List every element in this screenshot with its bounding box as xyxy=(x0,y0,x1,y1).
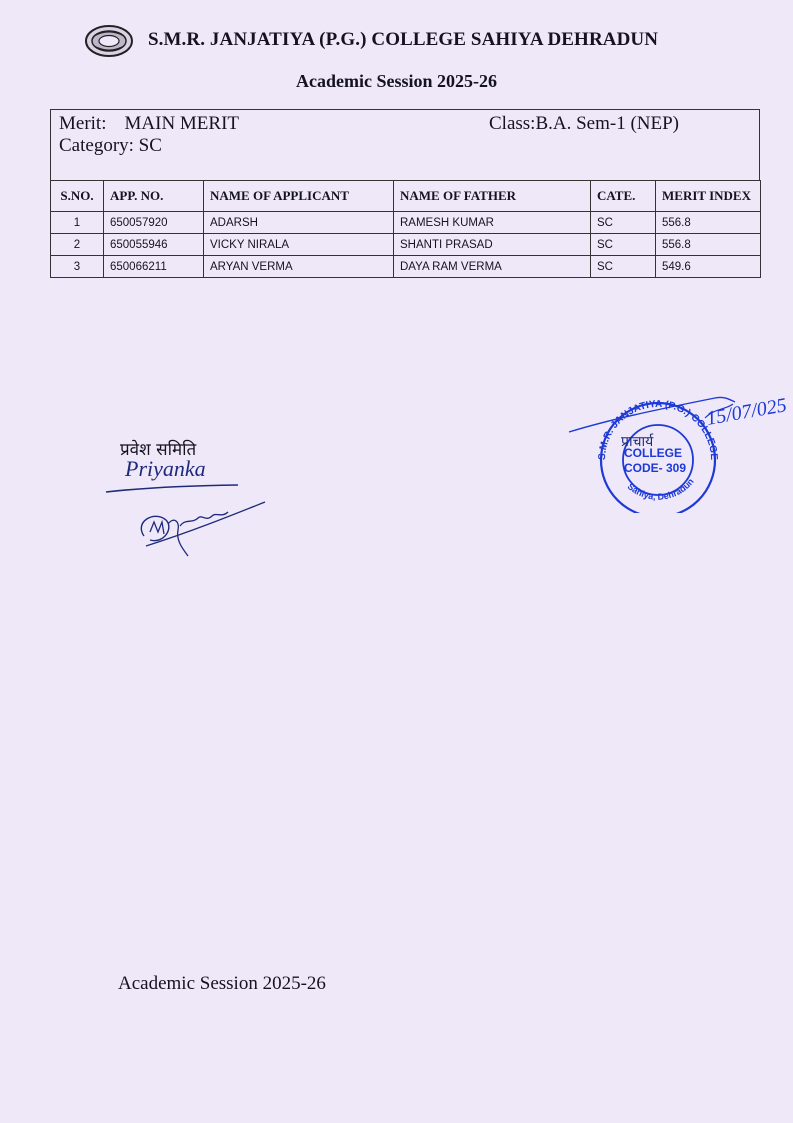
merit-info-box xyxy=(50,109,760,180)
header-app-no: APP. NO. xyxy=(104,181,204,212)
header-father: NAME OF FATHER xyxy=(394,181,591,212)
merit-label: Merit: xyxy=(59,113,107,134)
cell-merit-index: 556.8 xyxy=(656,212,761,234)
college-logo-icon xyxy=(84,24,134,58)
cell-sno: 2 xyxy=(51,234,104,256)
signature-priyanka: Priyanka xyxy=(125,456,206,481)
merit-value: MAIN MERIT xyxy=(124,113,240,134)
cell-merit-index: 556.8 xyxy=(656,234,761,256)
table-header-row xyxy=(51,181,761,212)
svg-text:Sahiya, Dehradun xyxy=(626,476,696,501)
college-title: S.M.R. JANJATIYA (P.G.) COLLEGE SAHIYA DEHRADUN xyxy=(148,29,659,50)
stamp-college: COLLEGE xyxy=(624,446,683,460)
stamp-code: CODE- 309 xyxy=(624,461,687,475)
signature-two-icon xyxy=(130,496,270,566)
cell-category: SC xyxy=(591,234,656,256)
cell-applicant: VICKY NIRALA xyxy=(204,234,394,256)
cell-sno: 1 xyxy=(51,212,104,234)
header-category: CATE. xyxy=(591,181,656,212)
cell-category: SC xyxy=(591,212,656,234)
footer-session: Academic Session 2025-26 xyxy=(118,973,326,994)
committee-label: प्रवेश समिति xyxy=(120,440,197,460)
merit-table xyxy=(50,180,761,278)
cell-category: SC xyxy=(591,256,656,278)
cell-app-no: 650055946 xyxy=(104,234,204,256)
stamp-principal: प्राचार्य xyxy=(621,434,654,450)
cell-merit-index: 549.6 xyxy=(656,256,761,278)
class-text: Class:B.A. Sem-1 (NEP) xyxy=(489,113,679,134)
merit-line xyxy=(59,113,239,135)
cell-sno: 3 xyxy=(51,256,104,278)
table-row xyxy=(51,234,761,256)
header-merit-index: MERIT INDEX xyxy=(656,181,761,212)
cell-father: SHANTI PRASAD xyxy=(394,234,591,256)
stamp-ring-bottom: Sahiya, Dehradun xyxy=(625,476,696,502)
stamp-date: 15/07/025 xyxy=(704,394,789,430)
table-row xyxy=(51,212,761,234)
signature-underline-icon xyxy=(100,452,250,502)
cell-app-no: 650057920 xyxy=(104,212,204,234)
cell-applicant: ADARSH xyxy=(204,212,394,234)
category-text: Category: SC xyxy=(59,135,162,156)
cell-applicant: ARYAN VERMA xyxy=(204,256,394,278)
cell-father: DAYA RAM VERMA xyxy=(394,256,591,278)
stamp-ring-text: S.M.R. JANJATIYA (P.G.) COLLEGE xyxy=(596,398,720,461)
session-title: Academic Session 2025-26 xyxy=(296,71,497,91)
header-applicant: NAME OF APPLICANT xyxy=(204,181,394,212)
header-sno: S.NO. xyxy=(51,181,104,212)
cell-app-no: 650066211 xyxy=(104,256,204,278)
cell-father: RAMESH KUMAR xyxy=(394,212,591,234)
table-row xyxy=(51,256,761,278)
